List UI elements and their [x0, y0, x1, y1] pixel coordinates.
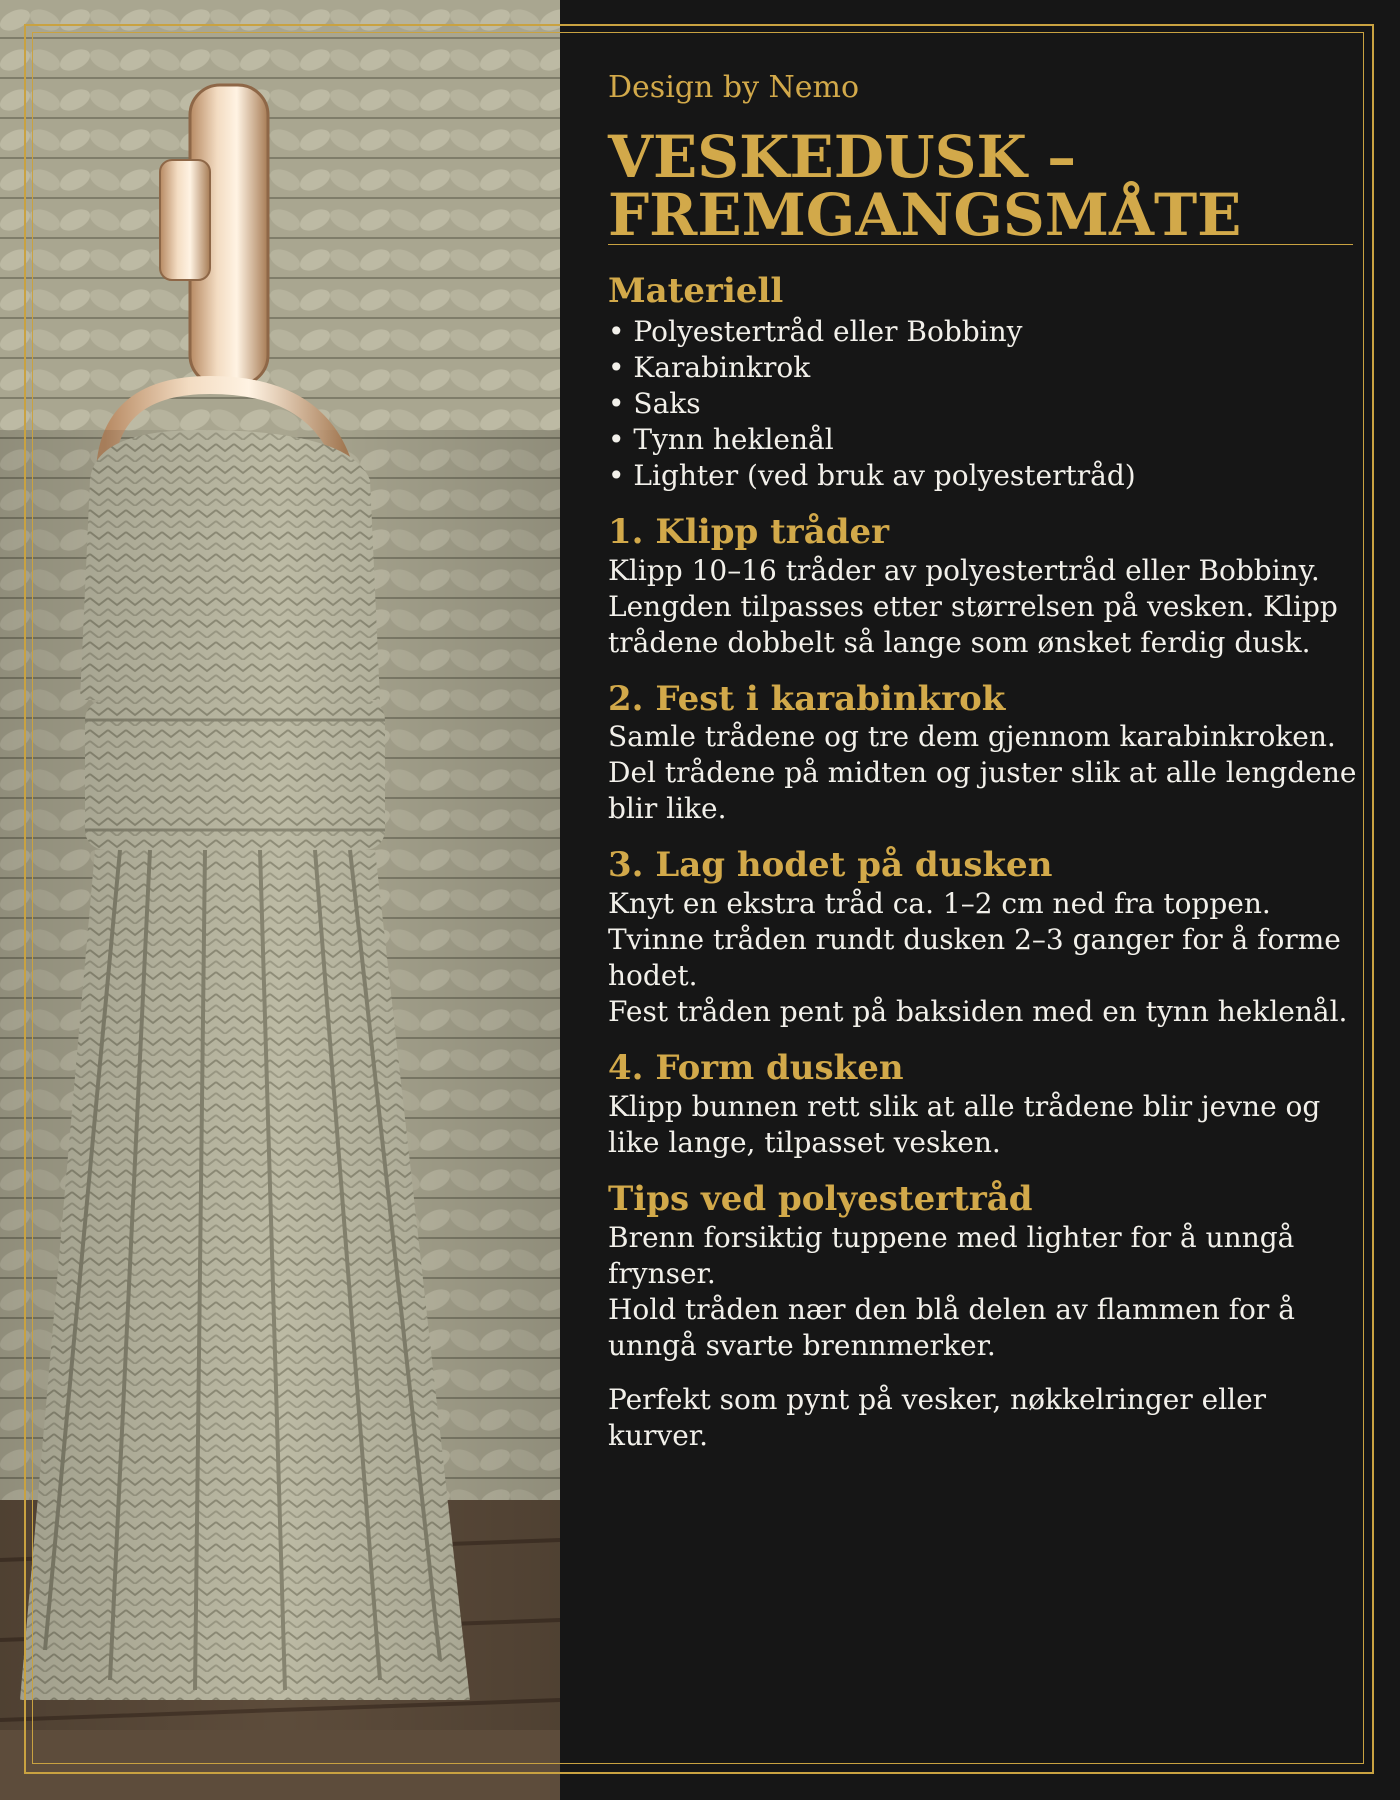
- instructions-content: [608, 70, 1358, 1454]
- step-4-text: Klipp bunnen rett slik at alle trådene blir jevne og like lange, tilpasset vesken.: [608, 1089, 1321, 1159]
- brand-credit: Design by Nemo: [608, 70, 860, 105]
- title-line-2: FREMGANGSMÅTE: [608, 181, 1242, 249]
- step-3-section: [608, 845, 1358, 1030]
- page-title: [608, 123, 1353, 249]
- materials-item: • Saks: [608, 386, 1358, 422]
- tips-section: [608, 1179, 1358, 1364]
- tassel-photo: [0, 0, 560, 1800]
- title-line-1: VESKEDUSK –: [608, 123, 1077, 191]
- step-3-text: Tvinne tråden rundt dusken 2–3 ganger for å forme hodet.: [608, 923, 1341, 993]
- step-4-heading: 4. Form dusken: [608, 1048, 904, 1089]
- step-2-text: Del trådene på midten og juster slik at alle lengdene blir like.: [608, 756, 1357, 826]
- materials-list: [608, 314, 1358, 494]
- materials-section: [608, 271, 1358, 494]
- materials-item: • Tynn heklenål: [608, 422, 1358, 458]
- step-3-heading: 3. Lag hodet på dusken: [608, 845, 1053, 886]
- tips-heading: Tips ved polyestertråd: [608, 1178, 1033, 1219]
- materials-item: • Karabinkrok: [608, 350, 1358, 386]
- step-2-section: [608, 679, 1358, 828]
- materials-item: • Lighter (ved bruk av polyestertråd): [608, 458, 1358, 494]
- step-1-section: [608, 512, 1358, 661]
- tips-text: Brenn forsiktig tuppene med lighter for å unngå frynser.: [608, 1220, 1295, 1290]
- closing-text: Perfekt som pynt på vesker, nøkkelringer eller kurver.: [608, 1382, 1267, 1452]
- step-3-text: Knyt en ekstra tråd ca. 1–2 cm ned fra toppen.: [608, 887, 1271, 921]
- step-2-heading: 2. Fest i karabinkrok: [608, 678, 1006, 719]
- tassel-with-carabiner-photo: [0, 0, 560, 1800]
- step-1-text: Lengden tilpasses etter størrelsen på vesken. Klipp trådene dobbelt så lange som ønsket ferdig dusk.: [608, 589, 1338, 659]
- materials-item: • Polyestertråd eller Bobbiny: [608, 314, 1358, 350]
- step-1-text: Klipp 10–16 tråder av polyestertråd eller Bobbiny.: [608, 553, 1320, 587]
- step-1-heading: 1. Klipp tråder: [608, 511, 890, 552]
- step-4-section: [608, 1048, 1358, 1161]
- step-3-text: Fest tråden pent på baksiden med en tynn heklenål.: [608, 995, 1348, 1029]
- step-2-text: Samle trådene og tre dem gjennom karabinkroken.: [608, 720, 1336, 754]
- materials-heading: Materiell: [608, 271, 784, 311]
- tips-text: Hold tråden nær den blå delen av flammen for å unngå svarte brennmerker.: [608, 1292, 1295, 1362]
